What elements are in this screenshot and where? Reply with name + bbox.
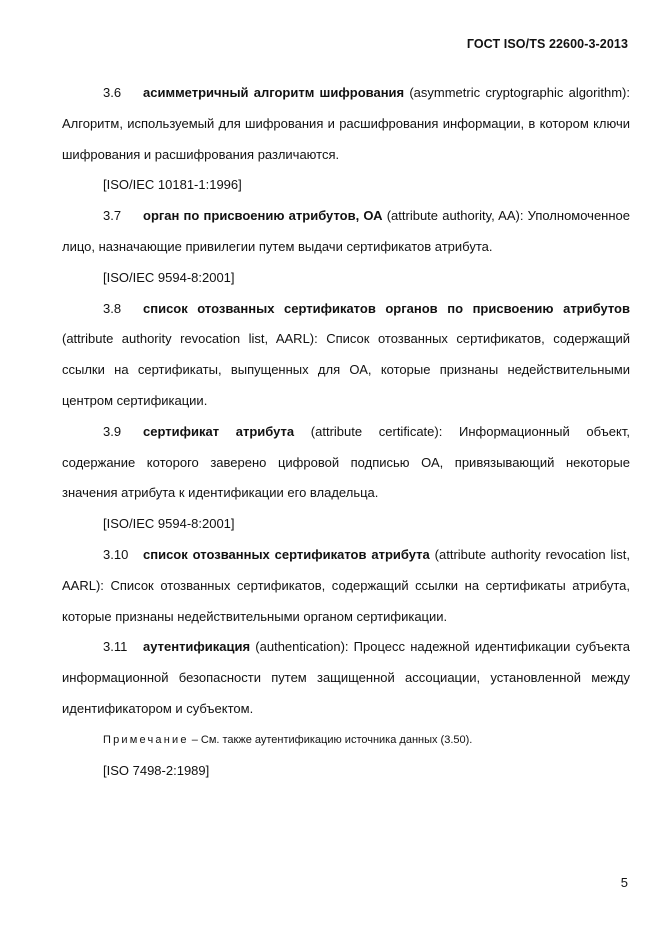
- entry-definition: (authentication): Процесс надежной идентификации субъекта информационной безопасности путем защищенной ассоциации, установленной между идентификатором и субъектом.: [62, 639, 630, 716]
- entry-reference: [ISO/IEC 10181-1:1996]: [103, 177, 242, 193]
- entry-definition: (attribute authority revocation list, AARL): Список отозванных сертификатов, содержащий ссылки на сертификаты, выпущенных для ОА, которые признаны недействительными центром сертификации.: [62, 331, 630, 408]
- entry-reference: [ISO 7498-2:1989]: [103, 762, 210, 778]
- entry-number: 3.6: [103, 85, 122, 100]
- entry-3-10: [62, 540, 630, 632]
- entry-term: сертификат атрибута: [143, 423, 295, 439]
- entry-term: список отозванных сертификатов органов по присвоению атрибутов: [143, 300, 630, 316]
- entry-term: список отозванных сертификатов атрибута: [143, 546, 430, 562]
- entry-definition: (attribute authority revocation list, AARL): Список отозванных сертификатов, содержащий ссылки на сертификаты атрибута, которые признаны недействительными органом сертификации.: [62, 546, 630, 624]
- page-number: 5: [620, 875, 628, 890]
- entry-3-6: [62, 78, 630, 170]
- entry-3-11: [62, 632, 630, 724]
- entry-3-9: [62, 417, 630, 509]
- entry-term: аутентификация: [143, 639, 251, 655]
- entry-number: 3.8: [103, 300, 122, 316]
- entry-definition: (asymmetric cryptographic algorithm): Алгоритм, используемый для шифрования и расшифрования информации, в котором ключи шифрования и расшифрования различаются.: [62, 85, 630, 162]
- document-body: [62, 78, 630, 786]
- entry-reference: [ISO/IEC 9594-8:2001]: [103, 516, 235, 532]
- entry-3-8: [62, 294, 630, 417]
- entry-term: орган по присвоению атрибутов, ОА: [143, 208, 383, 224]
- document-header: ГОСТ ISO/TS 22600-3-2013: [466, 37, 628, 51]
- note-text: – См. также аутентификацию источника данных (3.50).: [188, 733, 473, 746]
- entry-note: [62, 725, 630, 756]
- entry-definition: (attribute authority, AA): Уполномоченное лицо, назначающие привилегии путем выдачи сертификатов атрибута.: [62, 208, 630, 254]
- entry-number: 3.9: [103, 423, 122, 439]
- entry-number: 3.7: [103, 208, 122, 224]
- entry-reference: [ISO/IEC 9594-8:2001]: [103, 269, 235, 285]
- entry-definition: (attribute certificate): Информационный объект, содержание которого заверено цифровой подписью ОА, привязывающий некоторые значения атрибута к идентификации его владельца.: [62, 423, 630, 501]
- entry-term: асимметричный алгоритм шифрования: [143, 85, 405, 100]
- note-label: Примечание: [103, 733, 189, 746]
- entry-3-7: [62, 201, 630, 263]
- entry-number: 3.10: [103, 546, 129, 562]
- entry-number: 3.11: [103, 639, 128, 655]
